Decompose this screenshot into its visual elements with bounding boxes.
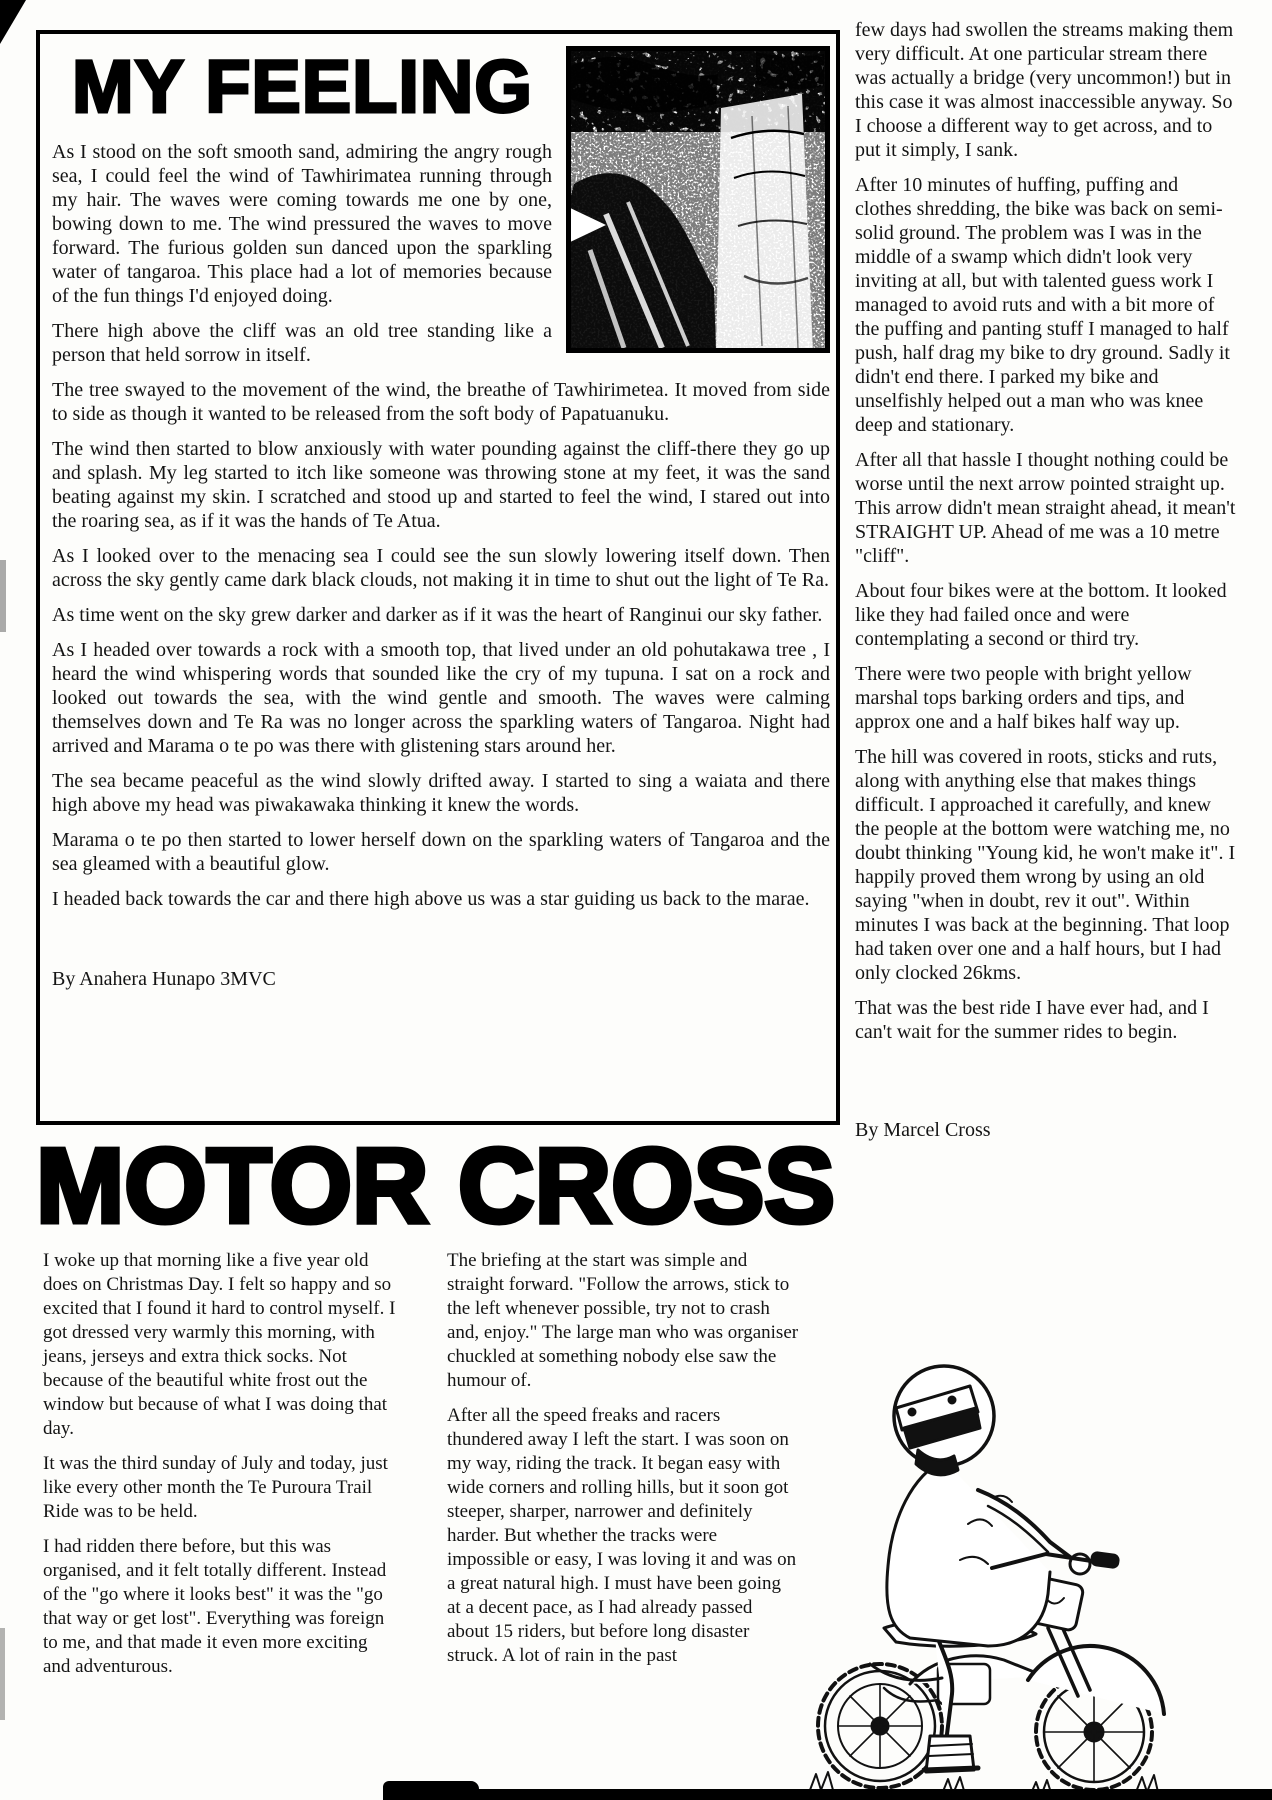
article-paragraph: I headed back towards the car and there high above us was a star guiding us back to the marae. [52, 888, 810, 910]
article-paragraph: As time went on the sky grew darker and darker as if it was the heart of Ranginui our sky father. [52, 604, 823, 626]
article-paragraph: As I looked over to the menacing sea I could see the sun slowly lowering itself down. Then across the sky gently came dark black clouds, not making it in time to shut out the light of Te Ra. [52, 545, 830, 591]
article-paragraph: That was the best ride I have ever had, and I can't wait for the summer rides to begin. [855, 997, 1209, 1043]
article-paragraph: It was the third sunday of July and today, just like every other month the Te Puroura Trail Ride was to be held. [43, 1453, 388, 1522]
scan-artifact-corner [0, 0, 26, 44]
article-paragraph: I woke up that morning like a five year old does on Christmas Day. I felt so happy and so excited that I found it hard to control myself. I got dressed very warmly this morning, with jeans, jerseys and extra thick socks. Not because of the beautiful white frost out the window but because of what I was doing that day. [43, 1250, 396, 1439]
scan-artifact-edge [0, 1628, 5, 1720]
my-feeling-article [36, 30, 840, 1125]
scan-artifact-bar [383, 1789, 1272, 1800]
motor-cross-title: MOTOR CROSS [36, 1127, 835, 1245]
my-feeling-byline: By Anahera Hunapo 3MVC [52, 968, 276, 990]
article-paragraph: About four bikes were at the bottom. It looked like they had failed once and were contemplating a second or third try. [855, 580, 1227, 650]
article-paragraph: The tree swayed to the movement of the wind, the breathe of Tawhirimetea. It moved from side to side as though it wanted to be released from the soft body of Papatuanuku. [52, 379, 830, 425]
motor-cross-left-column [43, 1249, 399, 1690]
motor-cross-right-column [855, 18, 1239, 1153]
article-paragraph: After all the speed freaks and racers thundered away I left the start. I was soon on my way, riding the track. It began easy with wide corners and rolling hills, but it soon got steeper, sharper, narrower and definitely harder. But whether the tracks were impossible or easy, I was loving it and was on a great natural high. I must have been going at a decent pace, as I had already passed about 15 riders, but before long disaster struck. A lot of rain in the past [447, 1405, 797, 1666]
motocross-rider-drawing [792, 1328, 1184, 1800]
article-paragraph: I had ridden there before, but this was organised, and it felt totally different. Instead of the "go where it looks best" it was the "go that way or get lost". Everything was foreign to me, and that made it even more exciting and adventurous. [43, 1536, 387, 1677]
article-paragraph: The wind then started to blow anxiously with water pounding against the cliff-there they go up and splash. My leg started to itch like someone was throwing stone at my feet, it was the sand beating against my skin. I scratched and stood up and started to feel the wind, I stared out into the roaring sea, as if it was the hands of Te Atua. [52, 438, 830, 532]
motor-cross-byline: By Marcel Cross [855, 1119, 991, 1141]
article-paragraph: Marama o te po then started to lower herself down on the sparkling waters of Tangaroa and the sea gleamed with a beautiful glow. [52, 829, 830, 875]
article-paragraph: The hill was covered in roots, sticks and ruts, along with anything else that makes things difficult. I approached it carefully, and knew the people at the bottom were watching me, no doubt thinking "Young kid, he won't make it". I happily proved them wrong by using an old saying "when in doubt, rev it out". Within minutes I was back at the beginning. That loop had taken over one and a half hours, but I had only clocked 26kms. [855, 746, 1236, 984]
my-feeling-title: MY FEELING [72, 45, 533, 128]
article-paragraph: There high above the cliff was an old tree standing like a person that held sorrow in itself. [52, 320, 552, 366]
article-paragraph: As I headed over towards a rock with a smooth top, that lived under an old pohutakawa tree , I heard the wind whispering words that sounded like the cry of my tupuna. I sat on a rock and looked out towards the sea, with the wind gentle and smooth. The waves were calming themselves down and Te Ra was no longer across the sparkling waters of Tangaroa. Night had arrived and Marama o te po was there with glistening stars around her. [52, 639, 830, 757]
article-paragraph: As I stood on the soft smooth sand, admiring the angry rough sea, I could feel the wind of Tawhirimatea running through my hair. The waves were coming towards me one by one, bowing down to me. The wind pressured the waves to move forward. The furious golden sun danced upon the sparkling water of tangaroa. This place had a lot of memories because of the fun things I'd enjoyed doing. [52, 141, 552, 307]
halftone-photo-graphic [566, 46, 830, 353]
beach-halftone-photo [566, 46, 830, 353]
article-paragraph: After all that hassle I thought nothing could be worse until the next arrow pointed straight up. This arrow didn't mean straight ahead, it mean't STRAIGHT UP. Ahead of me was a 10 metre "cliff". [855, 449, 1236, 567]
article-paragraph: The sea became peaceful as the wind slowly drifted away. I started to sing a waiata and there high above my head was piwakawaka thinking it knew the words. [52, 770, 830, 816]
article-paragraph: After 10 minutes of huffing, puffing and clothes shredding, the bike was back on semi-solid ground. The problem was I was in the middle of a swamp which didn't look very inviting at all, but with talented guess work I managed to avoid ruts and with a bit more of the puffing and panting stuff I managed to half push, half drag my bike to dry ground. Sadly it didn't end there. I parked my bike and unselfishly helped out a man who was knee deep and stationary. [855, 174, 1230, 436]
article-paragraph: The briefing at the start was simple and straight forward. "Follow the arrows, stick to the left whenever possible, try not to crash and, enjoy." The large man who was organiser chuckled at something nobody else saw the humour of. [447, 1250, 799, 1391]
article-paragraph: few days had swollen the streams making them very difficult. At one particular stream there was actually a bridge (very uncommon!) but in this case it was almost inaccessible anyway. So I choose a different way to get across, and to put it simply, I sank. [855, 19, 1234, 161]
article-paragraph: There were two people with bright yellow marshal tops barking orders and tips, and approx one and a half bikes half way up. [855, 663, 1192, 733]
motocross-rider-illustration [792, 1328, 1184, 1800]
motor-cross-middle-column [447, 1249, 799, 1679]
scan-artifact-edge [0, 560, 6, 632]
